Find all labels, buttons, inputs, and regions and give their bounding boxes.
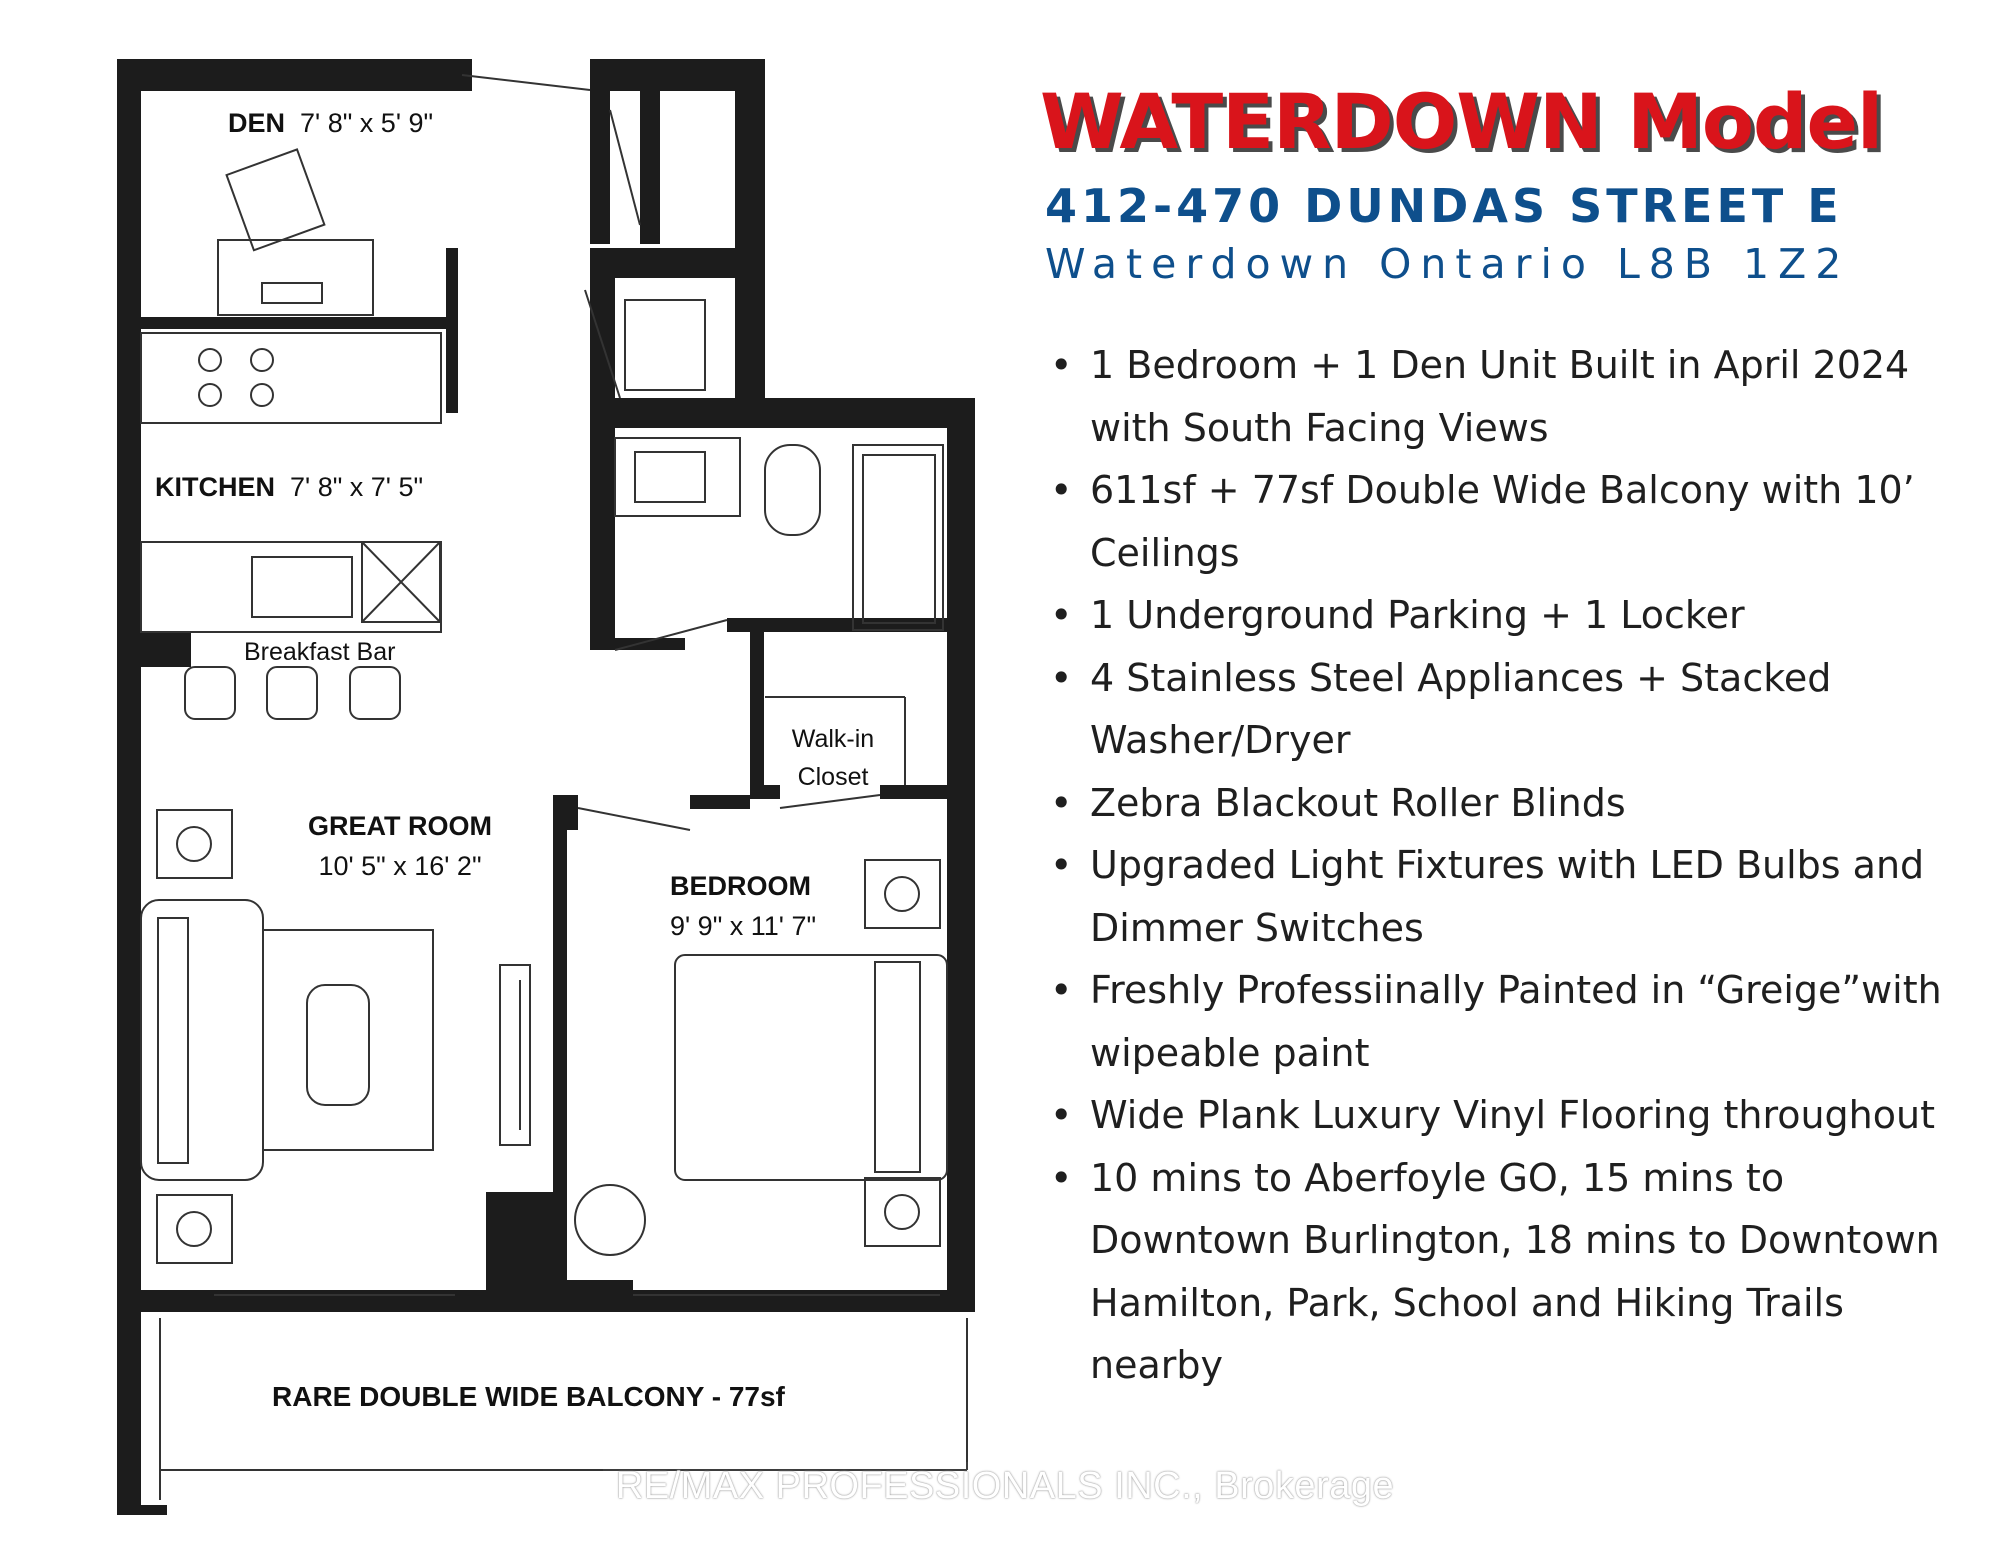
den-label (228, 110, 433, 137)
brokerage-watermark: RE/MAX PROFESSIONALS INC., Brokerage (603, 1462, 1407, 1510)
feature-item: • Wide Plank Luxury Vinyl Flooring throughout (1040, 1084, 1960, 1147)
great-room-name: GREAT ROOM (308, 811, 492, 841)
balcony-label: RARE DOUBLE WIDE BALCONY - 77sf (272, 1381, 785, 1412)
bullet-icon: • (1050, 780, 1073, 825)
page-title: WATERDOWN Model (1040, 77, 1883, 166)
feature-item: • Upgraded Light Fixtures with LED Bulbs and Dimmer Switches (1040, 834, 1960, 959)
bullet-icon: • (1050, 968, 1073, 1012)
address-line-1: 412-470 DUNDAS STREET E (1045, 179, 1843, 233)
feature-item: • 611sf + 77sf Double Wide Balcony with 10’ Ceilings (1040, 459, 1960, 584)
feature-item: • Freshly Professiinally Painted in “Greige”with wipeable paint (1040, 959, 1960, 1084)
den-name: DEN (228, 108, 286, 138)
address-line-2: Waterdown Ontario L8B 1Z2 (1045, 240, 1851, 288)
bullet-icon: • (1050, 843, 1073, 887)
den-size: 7' 8" x 5' 9" (300, 108, 434, 138)
features-list (1040, 334, 1960, 1397)
breakfast-bar-label: Breakfast Bar (244, 638, 396, 666)
bedroom-name: BEDROOM (670, 871, 811, 901)
walk-in-line1: Walk-in (791, 725, 875, 753)
walk-in-closet-label (774, 720, 892, 796)
great-room-label (270, 806, 530, 886)
kitchen-label (155, 474, 423, 501)
bedroom-label (670, 866, 816, 946)
bedroom-size: 9' 9" x 11' 7" (670, 911, 817, 941)
feature-item: • 4 Stainless Steel Appliances + Stacked Washer/Dryer (1040, 647, 1960, 772)
great-room-size: 10' 5" x 16' 2" (318, 851, 482, 881)
bullet-icon: • (1050, 655, 1073, 700)
feature-item: • 1 Underground Parking + 1 Locker (1040, 584, 1960, 647)
feature-item: • 10 mins to Aberfoyle GO, 15 mins to Downtown Burlington, 18 mins to Downtown Hamilton, Park, School and Hiking Trails nearby (1040, 1147, 1960, 1397)
bullet-icon: • (1050, 593, 1073, 637)
bullet-icon: • (1050, 1155, 1073, 1200)
bullet-icon: • (1050, 343, 1073, 387)
feature-item: • 1 Bedroom + 1 Den Unit Built in April 2024 with South Facing Views (1040, 334, 1960, 459)
kitchen-name: KITCHEN (155, 472, 275, 502)
bullet-icon: • (1050, 1093, 1073, 1137)
walk-in-line2: Closet (797, 763, 869, 791)
feature-item: • Zebra Blackout Roller Blinds (1040, 772, 1960, 835)
bullet-icon: • (1050, 468, 1073, 512)
kitchen-size: 7' 8" x 7' 5" (290, 472, 424, 502)
